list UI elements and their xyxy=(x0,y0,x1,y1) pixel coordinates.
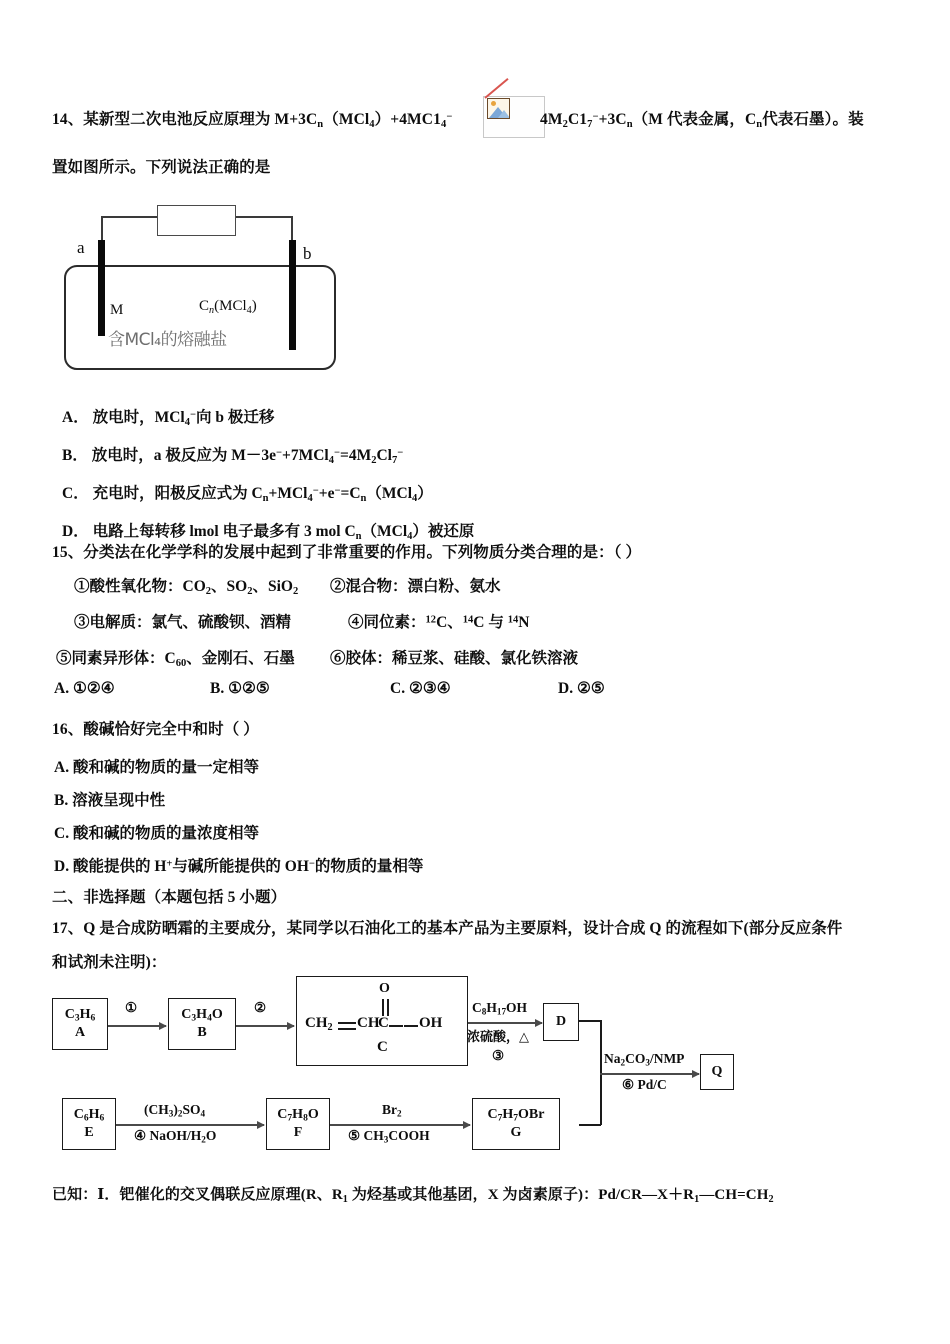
electrode-b-label: b xyxy=(303,244,312,263)
flow-box-d xyxy=(543,1003,579,1041)
q14-text-mid: （MCl xyxy=(323,111,370,128)
q14-option-b[interactable] xyxy=(62,443,403,466)
q14b-subn2: n xyxy=(756,118,763,130)
q14b-paren: （M 代表金属，C xyxy=(632,111,757,128)
cathode-c: C xyxy=(199,298,210,314)
cc-double-bond-lower xyxy=(338,1028,356,1030)
q14-b-sup3: − xyxy=(397,447,404,459)
flow-step-3-reagent: $C_8H_{17}OH$ xyxy=(472,1000,528,1017)
q14-text-tail: ）+4MC1 xyxy=(374,111,441,128)
q14-c-mid3: =C xyxy=(340,485,361,502)
electrode-b xyxy=(289,240,296,350)
q15-item-3-content: 氯气、硫酸钡、酒精 xyxy=(151,614,292,631)
q14-d-mid2: ）被还原 xyxy=(412,523,475,540)
flow-box-f xyxy=(266,1098,330,1150)
q14-c-mid2: +e xyxy=(318,485,335,502)
q16-option-a[interactable] xyxy=(54,755,259,777)
known-text-mid: 为烃基或其他基团，X 为卤素原子)：Pd/CR—X＋R xyxy=(347,1187,695,1203)
q15-option-d-text: ②⑤ xyxy=(576,680,605,697)
flow-box-a-formula: $C_3H_6$ xyxy=(64,1006,96,1024)
q14-option-c-text: 充电时，阳极反应式为 C xyxy=(92,485,263,502)
q15-1-s1: 2 xyxy=(205,585,212,597)
q14-sub-4b: 4 xyxy=(440,118,447,130)
q15-option-a-letter: A. xyxy=(54,680,70,697)
q14-c-sub4: 4 xyxy=(412,492,418,504)
flow-step-3-condition: 浓硫酸，△ xyxy=(467,1030,529,1045)
q15-5-s1: 60 xyxy=(175,657,187,669)
electrode-a xyxy=(98,240,105,336)
known-text-pre: 已知：Ⅰ．钯催化的交叉偶联反应原理(R、R xyxy=(52,1187,343,1203)
question-16-stem: 16、酸碱恰好完全中和时（ ） xyxy=(52,721,259,738)
q15-item-6-label: 胶体： xyxy=(345,650,393,667)
flow-box-c xyxy=(296,976,468,1066)
q15-option-d-letter: D. xyxy=(558,680,574,697)
q14-sub-n: n xyxy=(317,118,324,130)
q14-c-mid: +MCl xyxy=(268,485,308,502)
q16-option-c-letter: C. xyxy=(54,825,70,842)
flow-arrow-2 xyxy=(236,1025,294,1027)
flow-arrow-3 xyxy=(468,1022,542,1024)
flow-box-q-letter: Q xyxy=(711,1063,723,1079)
wire-left-vertical xyxy=(101,216,103,242)
q14b-plus: +3C xyxy=(598,111,627,128)
q14-text-prefix: 14、某新型二次电池反应原理为 M+3C xyxy=(52,111,318,128)
q15-item-2-number: ② xyxy=(330,578,346,595)
wire-right-vertical xyxy=(291,216,293,242)
q16-d-sup2: − xyxy=(308,858,315,870)
q15-option-d[interactable] xyxy=(558,679,605,698)
flow-step-3-number: ③ xyxy=(492,1048,505,1063)
q15-item-6-content: 稀豆浆、硅酸、氯化铁溶液 xyxy=(392,650,579,667)
flow-box-b-letter: B xyxy=(197,1024,207,1040)
q15-item-4-number: ④ xyxy=(348,614,364,631)
q15-1-m1: 、SO xyxy=(211,578,248,595)
q15-4-e1: C、 xyxy=(436,614,463,631)
wire-left-horizontal xyxy=(101,216,159,218)
q15-item-6 xyxy=(330,646,578,668)
q15-item-1 xyxy=(74,574,298,597)
q16-option-c-text: 酸和碱的物质的量浓度相等 xyxy=(72,825,259,842)
cathode-close: ) xyxy=(251,298,257,314)
flow-box-g-formula: $C_7H_7OBr$ xyxy=(487,1106,545,1124)
q15-item-2-content: 漂白粉、氨水 xyxy=(407,578,501,595)
q14-option-d-letter: D． xyxy=(62,523,89,540)
question-15-stem: 15、分类法在化学学科的发展中起到了非常重要的作用。下列物质分类合理的是：（ ） xyxy=(52,544,642,561)
sun-icon xyxy=(491,101,496,106)
q15-4-sup1: 12 xyxy=(425,614,437,626)
q14-b-sup2: − xyxy=(333,447,340,459)
q16-option-d[interactable] xyxy=(54,854,423,876)
known-sub1: 1 xyxy=(342,1193,348,1205)
flow-box-f-formula: $C_7H_8O$ xyxy=(277,1106,319,1124)
structure-c: C xyxy=(378,1015,389,1031)
flow-box-c-letter: C xyxy=(377,1039,388,1055)
flow-box-a-letter: A xyxy=(74,1024,86,1040)
flow-step-4-condition: ④ NaOH/$H_2O$ xyxy=(134,1128,217,1145)
question-14-stem-part1 xyxy=(52,108,452,133)
q15-4-e3: N xyxy=(518,614,530,631)
q14-c-sup2: − xyxy=(334,485,341,497)
q14b-tail: 代表石墨）。装 xyxy=(762,111,864,128)
q14-c-mid5: ） xyxy=(417,485,433,502)
known-sub2: 1 xyxy=(694,1193,700,1205)
flow-box-e-letter: E xyxy=(84,1124,94,1140)
q14-b-sub1: 4 xyxy=(328,454,334,466)
q14b-subn: n xyxy=(626,118,633,130)
flow-step-6-catalyst: ⑥ Pd/C xyxy=(622,1077,667,1092)
q14-d-sub2: 4 xyxy=(407,530,413,542)
q14-option-c-letter: C． xyxy=(62,485,89,502)
broken-image-placeholder-icon xyxy=(483,96,545,138)
q14-option-a[interactable] xyxy=(62,405,274,428)
flow-step-5-condition: ⑤ $CH_3COOH$ xyxy=(348,1128,430,1145)
q15-4-sup2: 14 xyxy=(462,614,474,626)
flow-box-q xyxy=(700,1054,734,1090)
q14-option-d-text: 电路上每转移 lmol 电子最多有 3 mol C xyxy=(92,523,356,540)
q16-option-b[interactable] xyxy=(54,788,165,810)
q15-option-c[interactable] xyxy=(390,679,451,698)
cc-double-bond-upper xyxy=(338,1022,356,1024)
question-14-stem-line2: 置如图所示。下列说法正确的是 xyxy=(52,159,271,176)
q14-a-sup1: − xyxy=(189,409,196,421)
q15-option-a[interactable] xyxy=(54,679,115,698)
cathode-sub-4: 4 xyxy=(246,304,252,316)
synthesis-flow-chart xyxy=(52,972,732,1162)
double-bond-line-1 xyxy=(382,999,384,1016)
structure-oh: OH xyxy=(419,1015,443,1031)
q15-item-6-number: ⑥ xyxy=(330,650,346,667)
q15-item-3-number: ③ xyxy=(74,614,90,631)
carbonyl-oxygen-label: O xyxy=(379,981,390,996)
q14-c-sup1: − xyxy=(312,485,319,497)
q15-item-4-label: 同位素： xyxy=(363,614,426,631)
flow-box-b-formula: $C_3H_4O$ xyxy=(181,1006,223,1024)
q14-d-mid: （MCl xyxy=(361,523,408,540)
double-bond-line-2 xyxy=(387,999,389,1016)
q15-item-5 xyxy=(56,646,295,669)
q14-c-sub2: 4 xyxy=(307,492,313,504)
resistor-box xyxy=(157,205,236,236)
question-17-stem-line1: 17、Q 是合成防晒霜的主要成分，某同学以石油化工的基本产品为主要原料，设计合成 Q 的流程如下(部分反应条件 xyxy=(52,920,843,937)
electrode-a-label: a xyxy=(77,238,85,257)
flow-box-g xyxy=(472,1098,560,1150)
q14-option-b-letter: B． xyxy=(62,447,88,464)
flow-arrow-6 xyxy=(600,1073,699,1075)
flow-box-g-letter: G xyxy=(510,1124,522,1140)
q15-item-1-label: 酸性氧化物： xyxy=(89,578,183,595)
q15-item-1-number: ① xyxy=(74,578,90,595)
q15-5-c1: C xyxy=(164,650,176,667)
q15-1-s3: 2 xyxy=(292,585,299,597)
q16-option-d-letter: D. xyxy=(54,858,70,875)
flow-box-e xyxy=(62,1098,116,1150)
q14-d-sub1: n xyxy=(355,530,362,542)
electrolyte-label: 含MCl₄的熔融盐 xyxy=(108,330,227,350)
q15-5-m1: 、金刚石、石墨 xyxy=(186,650,295,667)
bracket-bottom-horizontal xyxy=(579,1124,601,1126)
cathode-material-label xyxy=(199,298,257,316)
q14-b-mid3: Cl xyxy=(376,447,392,464)
q15-item-5-number: ⑤ xyxy=(56,650,72,667)
q15-item-2 xyxy=(330,574,501,596)
q14-a-post: 向 b 极迁移 xyxy=(196,409,275,426)
q14-b-mid: +7MCl xyxy=(282,447,329,464)
q15-1-s2: 2 xyxy=(247,585,253,597)
q14-option-a-text: 放电时，MCl xyxy=(92,409,185,426)
flow-step-4-reagent: $(CH_3)_2SO_4$ xyxy=(144,1102,206,1119)
q15-option-b-text: ①②⑤ xyxy=(228,680,270,697)
q14b-sub7: 7 xyxy=(587,118,593,130)
question-14-stem-part2 xyxy=(540,108,864,133)
q14-c-mid4: （MCl xyxy=(366,485,413,502)
q14-c-sub3: n xyxy=(360,492,367,504)
q16-d-mid: 与碱所能提供的 OH xyxy=(172,858,309,875)
mountain-secondary-icon xyxy=(498,110,510,118)
q16-d-tail: 的物质的量相等 xyxy=(314,858,424,875)
q16-option-b-letter: B. xyxy=(54,792,69,809)
q14-c-sub1: n xyxy=(262,492,269,504)
q14b-sub2: 2 xyxy=(562,118,568,130)
q15-1-m2: 、SiO xyxy=(252,578,293,595)
q15-item-2-label: 混合物： xyxy=(345,578,408,595)
q15-item-1-c1: CO xyxy=(182,578,206,595)
q14-a-sub1: 4 xyxy=(184,416,190,428)
q15-item-5-label: 同素异形体： xyxy=(71,650,165,667)
single-bond-1 xyxy=(389,1025,403,1027)
q14-option-b-text: 放电时，a 极反应为 M－3e xyxy=(91,447,276,464)
q14-b-sub2: 2 xyxy=(371,454,377,466)
structure-ch: CH xyxy=(357,1015,380,1031)
q14-sub-4: 4 xyxy=(369,118,375,130)
cathode-open: (MCl xyxy=(214,298,247,314)
section-2-heading: 二、非选择题（本题包括 5 小题） xyxy=(52,889,287,906)
flow-step-5-reagent: $Br_2$ xyxy=(382,1102,402,1119)
cathode-sub-n: n xyxy=(209,304,215,316)
q16-d-sup1: + xyxy=(166,858,173,870)
q15-item-3-label: 电解质： xyxy=(89,614,152,631)
broken-slash-icon xyxy=(484,78,508,99)
q14-b-sup1: − xyxy=(275,447,282,459)
q14b-c: C1 xyxy=(567,111,588,128)
flow-arrow-4 xyxy=(116,1124,264,1126)
flow-box-d-letter: D xyxy=(555,1013,567,1029)
q15-4-sup3: 14 xyxy=(507,614,519,626)
flow-arrow-5 xyxy=(330,1124,470,1126)
single-bond-2 xyxy=(404,1025,418,1027)
flow-step-6-reagent: $Na_2CO_3$/NMP xyxy=(604,1051,685,1068)
anode-material-label: M xyxy=(110,302,124,318)
question-17-stem-line2: 和试剂未注明)： xyxy=(52,954,167,971)
q16-option-a-letter: A. xyxy=(54,759,70,776)
image-thumbnail-icon xyxy=(487,98,510,119)
q15-option-b[interactable] xyxy=(210,679,270,698)
q15-option-a-text: ①②④ xyxy=(72,680,115,697)
q15-4-e2: C 与 xyxy=(473,614,508,631)
q14-option-d[interactable] xyxy=(62,519,474,542)
q15-item-3 xyxy=(74,610,291,632)
q14-charge: − xyxy=(446,111,453,123)
flow-box-f-letter: F xyxy=(293,1124,303,1140)
bracket-top-horizontal xyxy=(579,1020,601,1022)
flow-box-a xyxy=(52,998,108,1050)
flow-step-1-label: ① xyxy=(125,1000,138,1015)
q15-option-c-text: ②③④ xyxy=(408,680,451,697)
wire-right-horizontal xyxy=(234,216,292,218)
q16-option-b-text: 溶液呈现中性 xyxy=(72,792,166,809)
q15-item-4 xyxy=(348,610,529,632)
flow-arrow-1 xyxy=(108,1025,166,1027)
q14b-charge: − xyxy=(592,111,599,123)
q15-option-c-letter: C. xyxy=(390,680,406,697)
q16-option-c[interactable] xyxy=(54,821,259,843)
q14-b-mid2: =4M xyxy=(340,447,372,464)
known-condition-line xyxy=(52,1184,774,1207)
q14b-lead: 4M xyxy=(540,111,563,128)
q14-option-a-letter: A． xyxy=(62,409,89,426)
q16-option-a-text: 酸和碱的物质的量一定相等 xyxy=(72,759,259,776)
q14-b-sub3: 7 xyxy=(391,454,398,466)
structure-ch2: $CH_2$ xyxy=(305,1015,333,1033)
q14-option-c[interactable] xyxy=(62,481,433,504)
q15-option-b-letter: B. xyxy=(210,680,225,697)
flow-step-2-label: ② xyxy=(254,1000,267,1015)
flow-box-e-formula: $C_6H_6$ xyxy=(73,1106,105,1124)
battery-cell-diagram xyxy=(62,192,362,382)
known-text-tail: —CH=CH xyxy=(699,1187,769,1203)
flow-box-b xyxy=(168,998,236,1050)
q16-option-d-text: 酸能提供的 H xyxy=(72,858,167,875)
known-sub3: 2 xyxy=(768,1193,774,1205)
